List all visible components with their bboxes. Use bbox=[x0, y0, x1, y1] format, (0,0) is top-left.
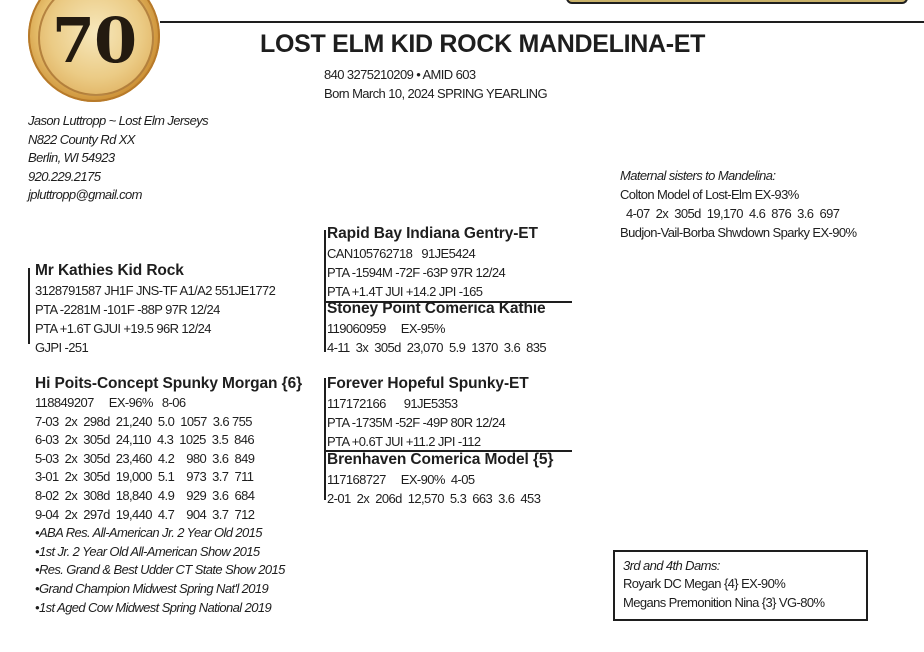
maternal-sister-1-record: 4-07 2x 305d 19,170 4.6 876 3.6 697 bbox=[620, 206, 840, 221]
dam-dam-line-2: 2-01 2x 206d 12,570 5.3 663 3.6 453 bbox=[327, 491, 541, 506]
dam-dam-block bbox=[327, 451, 553, 508]
dam-record-4: 3-01 2x 305d 19,000 5.1 973 3.7 711 bbox=[35, 469, 254, 485]
dam-sire-line-2: PTA -1735M -52F -49P 80R 12/24 bbox=[327, 415, 506, 430]
lot-number: 70 bbox=[51, 4, 137, 77]
maternal-sister-1: Colton Model of Lost-Elm EX-93% bbox=[620, 187, 799, 202]
dams-box-heading: 3rd and 4th Dams: bbox=[623, 558, 720, 573]
birth-line: Born March 10, 2024 SPRING YEARLING bbox=[324, 86, 547, 101]
sire-dam-block bbox=[327, 300, 546, 357]
dam-block bbox=[35, 375, 302, 617]
dam-honor-2: •1st Jr. 2 Year Old All-American Show 2015 bbox=[35, 543, 260, 559]
dam-sire-line-3: PTA +0.6T JUI +11.2 JPI -112 bbox=[327, 434, 481, 449]
registration-line: 840 3275210209 • AMID 603 bbox=[324, 67, 476, 82]
sire-dam-line-2: 4-11 3x 305d 23,070 5.9 1370 3.6 835 bbox=[327, 340, 546, 355]
sire-parents-bracket bbox=[324, 230, 326, 352]
dam-name: Hi Poits-Concept Spunky Morgan {6} bbox=[35, 375, 303, 392]
dam-honor-5: •1st Aged Cow Midwest Spring National 2019 bbox=[35, 599, 272, 615]
dam-dam-line-1: 117168727 EX-90% 4-05 bbox=[327, 472, 475, 487]
maternal-sisters-heading: Maternal sisters to Mandelina: bbox=[620, 168, 776, 183]
sire-line-1: 3128791587 JH1F JNS-TF A1/A2 551JE1772 bbox=[35, 283, 276, 298]
lot-medallion bbox=[28, 0, 160, 102]
dam-line-1: 118849207 EX-96% 8-06 bbox=[35, 395, 186, 410]
owner-info bbox=[28, 112, 208, 205]
animal-name: LOST ELM KID ROCK MANDELINA-ET bbox=[260, 30, 706, 58]
dam-dam-name: Brenhaven Comerica Model {5} bbox=[327, 451, 554, 468]
dam-record-3: 5-03 2x 305d 23,460 4.2 980 3.6 849 bbox=[35, 450, 255, 466]
dam-honor-3: •Res. Grand & Best Udder CT State Show 2015 bbox=[35, 562, 285, 578]
dam-record-5: 8-02 2x 308d 18,840 4.9 929 3.6 684 bbox=[35, 487, 255, 503]
dam-sire-block bbox=[327, 375, 529, 451]
maternal-sisters bbox=[620, 167, 857, 242]
owner-email: jpluttropp@gmail.com bbox=[28, 187, 142, 202]
header-tab bbox=[566, 0, 908, 4]
owner-name: Jason Luttropp ~ Lost Elm Jerseys bbox=[28, 113, 208, 128]
dam-record-2: 6-03 2x 305d 24,110 4.3 1025 3.5 846 bbox=[35, 432, 254, 448]
sire-sire-line-2: PTA -1594M -72F -63P 97R 12/24 bbox=[327, 265, 506, 280]
owner-phone: 920.229.2175 bbox=[28, 168, 101, 184]
third-fourth-dams-box bbox=[613, 550, 868, 621]
dam-honor-4: •Grand Champion Midwest Spring Nat'l 2019 bbox=[35, 580, 269, 596]
dam-honor-1: •ABA Res. All-American Jr. 2 Year Old 2015 bbox=[35, 525, 262, 541]
sire-bracket bbox=[28, 268, 30, 344]
dam-record-1: 7-03 2x 298d 21,240 5.0 1057 3.6 755 bbox=[35, 413, 252, 429]
sire-sire-name: Rapid Bay Indiana Gentry-ET bbox=[327, 225, 538, 242]
sire-sire-line-1: CAN105762718 91JE5424 bbox=[327, 246, 476, 261]
sire-sire-line-3: PTA +1.4T JUI +14.2 JPI -165 bbox=[327, 284, 483, 299]
sire-dam-line-1: 119060959 EX-95% bbox=[327, 321, 445, 336]
sire-block bbox=[35, 262, 275, 357]
maternal-sister-2: Budjon-Vail-Borba Shwdown Sparky EX-90% bbox=[620, 225, 857, 240]
sire-line-2: PTA -2281M -101F -88P 97R 12/24 bbox=[35, 302, 220, 317]
owner-city: Berlin, WI 54923 bbox=[28, 150, 115, 165]
sire-line-4: GJPI -251 bbox=[35, 340, 89, 355]
third-dam: Royark DC Megan {4} EX-90% bbox=[623, 576, 786, 591]
sire-name: Mr Kathies Kid Rock bbox=[35, 262, 184, 279]
dam-sire-name: Forever Hopeful Spunky-ET bbox=[327, 375, 529, 392]
owner-address: N822 County Rd XX bbox=[28, 131, 135, 147]
header-rule bbox=[160, 21, 924, 23]
dam-sire-line-1: 117172166 91JE5353 bbox=[327, 396, 458, 411]
sire-sire-block bbox=[327, 225, 538, 301]
fourth-dam: Megans Premonition Nina {3} VG-80% bbox=[623, 595, 825, 610]
sire-dam-name: Stoney Point Comerica Kathie bbox=[327, 300, 546, 317]
dam-record-6: 9-04 2x 297d 19,440 4.7 904 3.7 712 bbox=[35, 506, 255, 522]
dam-parents-bracket bbox=[324, 378, 326, 500]
sire-line-3: PTA +1.6T GJUI +19.5 96R 12/24 bbox=[35, 321, 211, 336]
